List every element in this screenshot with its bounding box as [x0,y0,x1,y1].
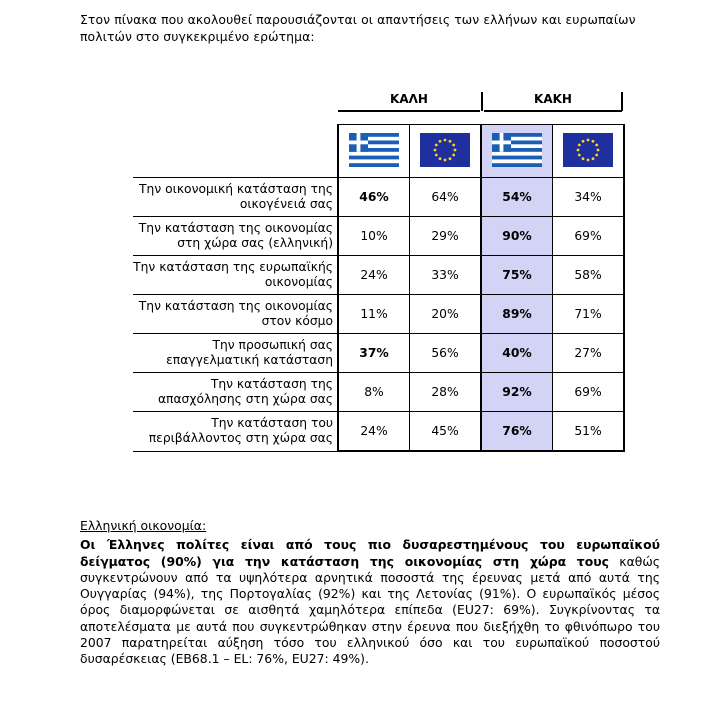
table-row [133,334,624,373]
greece-good-cell: 24% [338,256,410,295]
row-label: Την κατάσταση της οικονομίας στον κόσμο [133,295,338,334]
section-bold-text: Οι Έλληνες πολίτες είναι από τους πιο δυσαρεστημένους του ευρωπαϊκού δείγματος (90%) για την κατάσταση της οικονομίας στη χώρα τους [80,537,660,569]
greece-good-cell: 8% [338,373,410,412]
eu-good-cell: 33% [410,256,482,295]
group-divider-right [621,92,623,111]
table-row [133,295,624,334]
greece-good-cell: 10% [338,217,410,256]
eu-bad-cell: 69% [553,373,625,412]
flag-cell [410,125,482,178]
greece-bad-cell: 75% [481,256,553,295]
table-row [133,412,624,452]
eu-bad-cell: 71% [553,295,625,334]
greece-flag-icon [492,133,542,170]
eu-bad-cell: 69% [553,217,625,256]
flag-header-row [133,125,624,178]
eu-good-cell: 29% [410,217,482,256]
eu-good-cell: 64% [410,178,482,217]
row-label: Την κατάσταση της ευρωπαϊκής οικονομίας [133,256,338,295]
greece-bad-cell: 92% [481,373,553,412]
intro-paragraph: Στον πίνακα που ακολουθεί παρουσιάζονται οι απαντήσεις των ελλήνων και ευρωπαίων πολιτών στο συγκεκριμένο ερώτημα: [80,12,636,44]
eu-bad-cell: 58% [553,256,625,295]
greek-economy-section [80,518,660,668]
group-header-bad: ΚΑΚΗ [534,92,572,106]
eu-good-cell: 56% [410,334,482,373]
flag-cell [481,125,553,178]
greece-bad-cell: 76% [481,412,553,452]
table-row [133,217,624,256]
section-body-text: καθώς συγκεντρώνουν από τα υψηλότερα αρνητικά ποσοστά της έρευνας μετά από αυτά της Ουγγαρίας (94%), της Πορτογαλίας (92%) και της Λετονίας (91%). Ο ευρωπαϊκός μέσος όρος διαμορφώνεται σε αισθητά χαμηλότερα επίπεδα (EU27: 69%). Συγκρίνοντας τα αποτελέσματα με αυτά που συγκεντρώθηκαν στην έρευνα που διεξήχθη το φθινόπωρο του 2007 παρατηρείται αύξηση τόσο του ελληνικού όσο και του ευρωπαϊκού ποσοστού δυσαρέσκειας (EB68.1 – EL: 76%, EU27: 49%). [80,553,661,667]
empty-header-cell [133,125,338,178]
row-label: Την οικονομική κατάσταση της οικογένειά σας [133,178,338,217]
group-header-good: ΚΑΛΗ [390,92,428,106]
row-label: Την κατάσταση της οικονομίας στη χώρα σας (ελληνική) [133,217,338,256]
group-underline-bad [484,110,622,112]
section-paragraph [80,537,660,667]
greece-good-cell: 46% [338,178,410,217]
greece-good-cell: 37% [338,334,410,373]
greece-bad-cell: 89% [481,295,553,334]
eu-good-cell: 20% [410,295,482,334]
eu-flag-icon [420,133,470,170]
group-divider [481,92,483,111]
greece-bad-cell: 40% [481,334,553,373]
row-label: Την προσωπική σας επαγγελματική κατάσταση [133,334,338,373]
row-label: Την κατάσταση της απασχόλησης στη χώρα σας [133,373,338,412]
section-heading: Ελληνική οικονομία: [80,518,207,533]
greece-bad-cell: 54% [481,178,553,217]
greece-bad-cell: 90% [481,217,553,256]
greece-flag-icon [349,133,399,170]
table-row [133,178,624,217]
table-row [133,373,624,412]
eu-flag-icon [563,133,613,170]
flag-cell [338,125,410,178]
eu-bad-cell: 34% [553,178,625,217]
row-label: Την κατάσταση του περιβάλλοντος στη χώρα σας [133,412,338,452]
eu-good-cell: 45% [410,412,482,452]
greece-good-cell: 11% [338,295,410,334]
eu-bad-cell: 51% [553,412,625,452]
group-underline-good [338,110,480,112]
eu-good-cell: 28% [410,373,482,412]
table-row [133,256,624,295]
flag-cell [553,125,625,178]
eu-bad-cell: 27% [553,334,625,373]
greece-good-cell: 24% [338,412,410,452]
results-table [133,124,625,452]
